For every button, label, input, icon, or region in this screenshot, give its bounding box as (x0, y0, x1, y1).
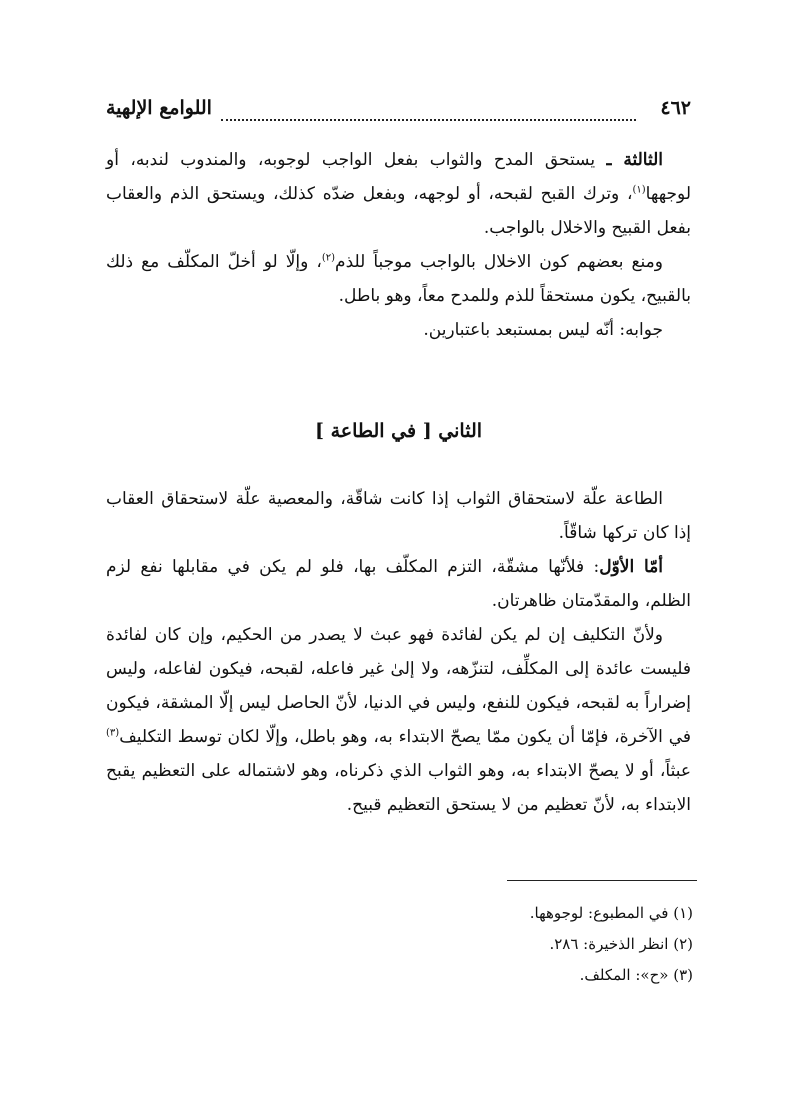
header-leader-dots (221, 97, 636, 121)
footnote-3: (٣) «ح»: المكلف. (579, 966, 693, 984)
paragraph-obligation (106, 618, 691, 822)
paragraph-objection (106, 245, 691, 313)
footnote-ref-2: (٢) (321, 252, 336, 264)
paragraph-third (106, 143, 691, 245)
paragraph-text: ولأنّ التكليف إن لم يكن لفائدة فهو عبث لا يصدر من الحكيم، وإن كان لفائدة فليست عائدة إلى المكلِّف، لتنزّهه، ولا إلىٰ غير فاعله، لقبحه، فيكون لفاعله، وليس إضراراً به لقبحه، فيكون للنفع، وليس في الدنيا، لأنّ الحاصل ليس إلّا المشقة، فيكون في الآخرة، فإمّا أن يكون ممّا يصحّ الابتداء به، وهو باطل، وإلّا لكان توسط التكليف (106, 625, 691, 747)
paragraph-first-point (106, 550, 691, 618)
footnote-separator (507, 880, 697, 881)
paragraph-text: : فلأنّها مشقّة، التزم المكلّف بها، فلو لم يكن في مقابلها نفع لزم الظلم، والمقدّمتان ظاهرتان. (106, 557, 691, 611)
paragraph-lead: الثالثة ـ (606, 150, 663, 170)
footnote-ref-1: (١) (632, 184, 646, 196)
body-block-2 (106, 482, 691, 822)
footnote-ref-3: (٣) (106, 727, 120, 739)
paragraph-text: ومنع بعضهم كون الاخلال بالواجب موجباً للذم (335, 252, 663, 272)
paragraph-text: عبثاً، أو لا يصحّ الابتداء به، وهو الثواب الذي ذكرناه، وهو لاشتماله على التعظيم يقبح الابتداء به، لأنّ تعظيم من لا يستحق التعظيم قبيح. (106, 761, 691, 815)
running-title: اللوامع الإلهية (106, 97, 212, 119)
page-header (106, 97, 691, 133)
footnote-1: (١) في المطبوع: لوجوهها. (529, 904, 693, 922)
footnote-2: (٢) انظر الذخيرة: ٢٨٦. (549, 935, 693, 953)
paragraph-text: ، وإلّا لو أخلّ المكلّف مع ذلك بالقبيح، يكون مستحقاً للذم وللمدح معاً، وهو باطل. (106, 252, 691, 306)
body-block-1 (106, 143, 691, 347)
paragraph-text: ، وترك القبح لقبحه، أو لوجهه، وبفعل ضدّه كذلك، ويستحق الذم والعقاب بفعل القبيح والاخلال بالواجب. (106, 184, 691, 238)
paragraph-obedience: الطاعة علّة لاستحقاق الثواب إذا كانت شاقّة، والمعصية علّة لاستحقاق العقاب إذا كان تركها شاقّاً. (106, 489, 691, 543)
paragraph-lead: أمّا الأوّل (599, 557, 663, 577)
section-title: الثاني [ في الطاعة ] (314, 420, 483, 442)
paragraph-answer: جوابه: أنّه ليس بمستبعد باعتبارين. (423, 320, 663, 340)
footnotes (530, 898, 693, 991)
page-number: ٤٦٢ (660, 97, 691, 119)
paragraph-text: يستحق المدح والثواب بفعل الواجب لوجوبه، والمندوب لندبه، أو لوجهها (106, 150, 691, 204)
